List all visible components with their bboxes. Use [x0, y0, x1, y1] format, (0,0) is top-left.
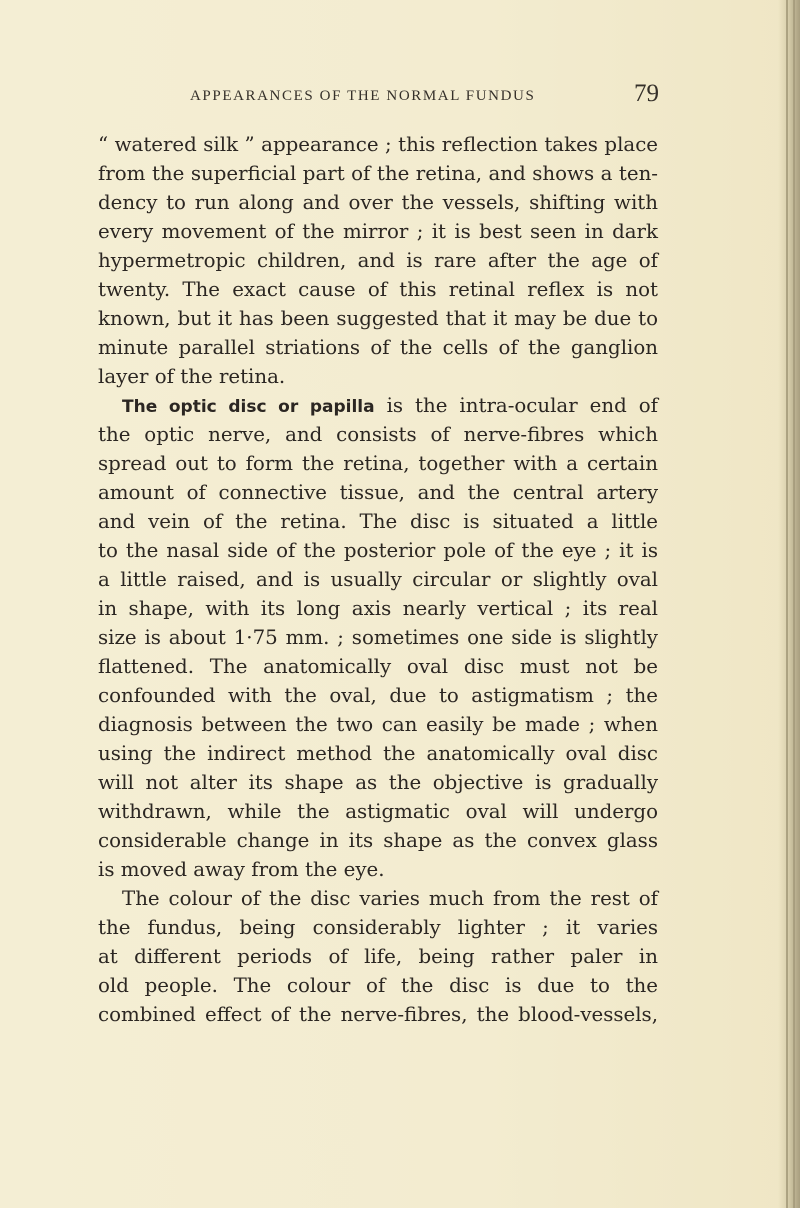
text-line: confounded with the oval, due to astigmatism ; the [98, 684, 658, 707]
text-line: old people. The colour of the disc is due to the [98, 974, 658, 997]
text-line: layer of the retina. [98, 365, 286, 388]
text-line: in shape, with its long axis nearly vertical ; its real [98, 597, 658, 620]
text-line: flattened. The anatomically oval disc must not be [98, 655, 658, 678]
text-line: dency to run along and over the vessels, shifting with [98, 191, 658, 214]
section-heading: The optic disc or papilla [122, 397, 375, 417]
text-line: size is about 1·75 mm. ; sometimes one side is slightly [98, 626, 658, 649]
text-line: a little raised, and is usually circular or slightly oval [98, 568, 658, 591]
text-line: will not alter its shape as the objective is gradually [98, 771, 658, 794]
text-line: the optic nerve, and consists of nerve-fibres which [98, 423, 658, 446]
page-number: 79 [634, 80, 659, 107]
text-line: using the indirect method the anatomically oval disc [98, 742, 658, 765]
text-line: at different periods of life, being rather paler in [98, 945, 658, 968]
text-line: The colour of the disc varies much from the rest of [122, 887, 658, 910]
text-line: every movement of the mirror ; it is best seen in dark [98, 220, 658, 243]
page-edge-line [786, 0, 788, 1208]
text-line: from the superficial part of the retina, and shows a ten- [98, 162, 658, 185]
text-line: amount of connective tissue, and the central artery [98, 481, 658, 504]
text-line: hypermetropic children, and is rare after the age of [98, 249, 658, 272]
text-line: is moved away from the eye. [98, 858, 385, 881]
text-line: twenty. The exact cause of this retinal reflex is not [98, 278, 658, 301]
text-line: considerable change in its shape as the convex glass [98, 829, 658, 852]
text-line: to the nasal side of the posterior pole of the eye ; it is [98, 539, 658, 562]
page-edge-line [793, 0, 795, 1208]
text-line: combined effect of the nerve-fibres, the blood-vessels, [98, 1003, 658, 1026]
text-line: and vein of the retina. The disc is situated a little [98, 510, 658, 533]
text-line: “ watered silk ” appearance ; this reflection takes place [98, 133, 658, 156]
text-line: diagnosis between the two can easily be made ; when [98, 713, 658, 736]
text-line: known, but it has been suggested that it may be due to [98, 307, 658, 330]
running-head: APPEARANCES OF THE NORMAL FUNDUS [190, 88, 536, 104]
text-line: spread out to form the retina, together with a certain [98, 452, 658, 475]
paragraph-lead-line [122, 391, 658, 420]
text-line: minute parallel striations of the cells of the ganglion [98, 336, 658, 359]
page-edge-shadow [778, 0, 800, 1208]
text-line: withdrawn, while the astigmatic oval will undergo [98, 800, 658, 823]
text-line: the fundus, being considerably lighter ; it varies [98, 916, 658, 939]
text-run: is the intra-ocular end of [374, 394, 658, 417]
